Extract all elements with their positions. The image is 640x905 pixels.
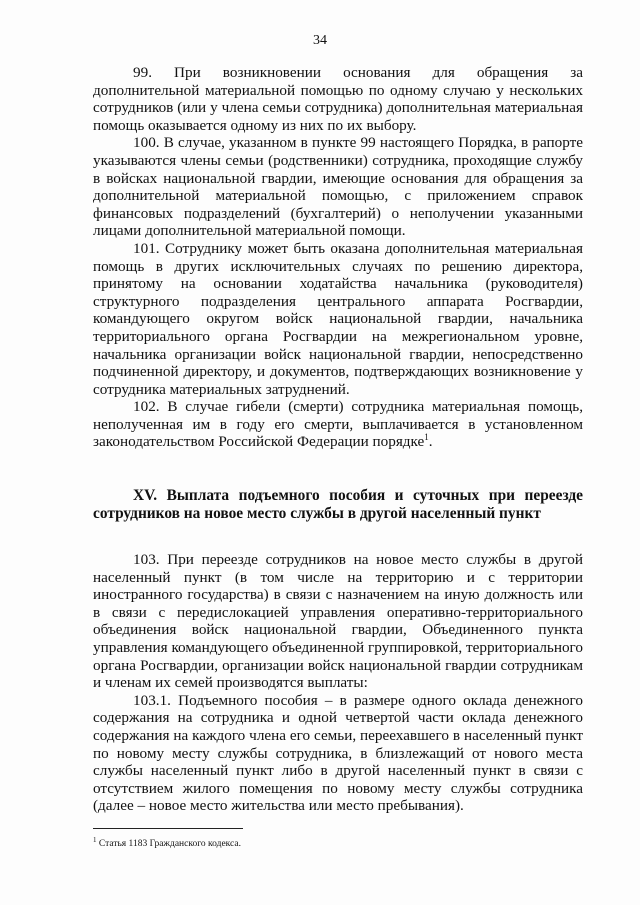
footnote-divider bbox=[93, 828, 243, 829]
section-heading: XV. Выплата подъемного пособия и суточных при переезде сотрудников на новое место службы в другой населенный пункт bbox=[93, 487, 583, 523]
paragraph-100: 100. В случае, указанном в пункте 99 настоящего Порядка, в рапорте указываются члены семьи (родственники) сотрудника, проходящие службу в войсках национальной гвардии, имеющие основания для обращения за дополнительной материальной помощью, с приложением справок финансовых подразделений (бухгалтерий) о неполучении указанными лицами дополнительной материальной помощи. bbox=[93, 134, 583, 240]
paragraph-103: 103. При переезде сотрудников на новое место службы в другой населенный пункт (в том числе на территорию и с территории иностранного государства) в связи с назначением на иную должность или в связи с передислокацией управления оперативно-территориального объединения войск национальной гвардии, Объединенного пункта управления командующего объединенной группировкой, территориального органа Росгвардии, организации войск национальной гвардии сотрудникам и членам их семей производятся выплаты: bbox=[93, 551, 583, 692]
footnote-reference: 1 bbox=[424, 432, 429, 443]
page-number: 34 bbox=[313, 33, 327, 48]
footnote-marker: 1 bbox=[93, 836, 97, 844]
footnote bbox=[93, 834, 583, 850]
paragraph-102-text: 102. В случае гибели (смерти) сотрудника материальная помощь, неполученная им в году его смерти, выплачивается в установленном законодательством Российской Федерации порядке bbox=[93, 398, 583, 451]
paragraph-102: 102. В случае гибели (смерти) сотрудника материальная помощь, неполученная им в году его смерти, выплачивается в установленном законодательством Российской Федерации порядке$^1$. bbox=[93, 398, 583, 451]
document-body bbox=[93, 64, 583, 815]
paragraph-101: 101. Сотруднику может быть оказана дополнительная материальная помощь в других исключительных случаях по решению директора, принятому на основании ходатайства начальника (руководителя) структурного подразделения центрального аппарата Росгвардии, командующего округом войск национальной гвардии, начальника территориального органа Росгвардии на межрегиональном уровне, начальника организации войск национальной гвардии, непосредственно подчиненной директору, и документов, подтверждающих возникновение у сотрудника материальных затруднений. bbox=[93, 239, 583, 398]
paragraph-99: 99. При возникновении основания для обращения за дополнительной материальной помощью по одному случаю у нескольких сотрудников (или у члена семьи сотрудника) дополнительная материальная помощь оказывается одному из них по их выбору. bbox=[93, 64, 583, 134]
footnote-text: Статья 1183 Гражданского кодекса. bbox=[98, 839, 241, 850]
paragraph-103-1: 103.1. Подъемного пособия – в размере одного оклада денежного содержания на сотрудника и одной четвертой части оклада денежного содержания на каждого члена его семьи, переехавшего в населенный пункт по новому месту службы сотрудника, в близлежащий от нового места службы населенный пункт либо в другой населенный пункт в связи с отсутствием жилого помещения по новому месту службы сотрудника (далее – новое место жительства или место пребывания). bbox=[93, 691, 583, 815]
